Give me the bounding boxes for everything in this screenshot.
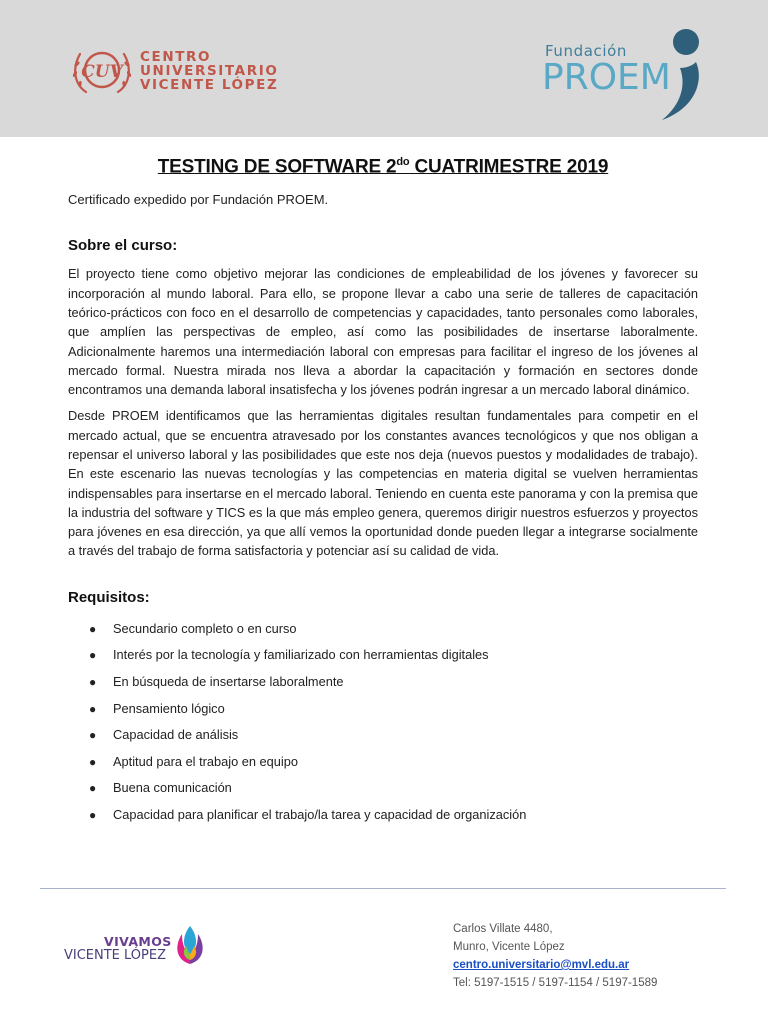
bullet-icon: ●: [89, 807, 97, 822]
bullet-icon: ●: [89, 674, 97, 689]
requirements-heading: Requisitos:: [68, 588, 150, 606]
phone-numbers: Tel: 5197-1515 / 5197-1154 / 5197-1589: [453, 977, 658, 989]
list-item: ● Capacidad de análisis: [68, 722, 698, 749]
bullet-icon: ●: [89, 701, 97, 716]
proem-fundacion-label: Fundación: [545, 42, 628, 60]
bullet-icon: ●: [89, 781, 97, 796]
cuvl-line2: UNIVERSITARIO: [140, 63, 279, 79]
vivamos-label: VIVAMOS: [104, 934, 172, 949]
about-paragraph-2: Desde PROEM identificamos que las herramientas digitales resultan fundamentales para competir en el mercado actual, que se encuentra atravesado por los constantes avances tecnológicos y que nos obligan a repensar el universo laboral y las posibilidades que este nos deja (nuevos puestos y modalidades de trabajo). En este escenario las nuevas tecnologías y las competencias en materia digital se vuelven herramientas indispensables para insertarse en el mercado laboral. Teniendo en cuenta este panorama y con la premisa que la industria del software y TICS es la que más empleo genera, queremos dirigir nuestros esfuerzos y proyectos para jóvenes en esa dirección, ya que allí vemos la oportunidad donde pueden llegar a integrarse socialmente a través del trabajo de forma satisfactoria y potenciar así su calidad de vida.: [68, 408, 698, 559]
laurel-emblem-icon: [70, 44, 134, 100]
flame-flower-icon: [170, 924, 210, 966]
address-city: Munro, Vicente López: [453, 941, 565, 953]
list-item: ● En búsqueda de insertarse laboralmente: [68, 669, 698, 696]
cuvl-line1: CENTRO: [140, 49, 212, 65]
proem-wordmark: PROEM: [542, 57, 671, 98]
fundacion-proem-logo: [540, 28, 710, 124]
document-body: [68, 150, 698, 829]
cuv-monogram: CUV: [81, 62, 123, 82]
bullet-icon: ●: [89, 621, 97, 636]
list-item: ● Aptitud para el trabajo en equipo: [68, 749, 698, 776]
bullet-icon: ●: [89, 648, 97, 663]
footer-divider: [40, 888, 726, 889]
list-item: ● Buena comunicación: [68, 775, 698, 802]
list-item: ● Pensamiento lógico: [68, 696, 698, 723]
list-item: ● Interés por la tecnología y familiarizado con herramientas digitales: [68, 642, 698, 669]
bullet-icon: ●: [89, 754, 97, 769]
vivamos-vicente-lopez-logo: [64, 920, 214, 970]
vicente-lopez-label: VICENTE LÓPEZ: [64, 948, 167, 963]
title-superscript: do: [396, 156, 410, 168]
about-paragraph-1: El proyecto tiene como objetivo mejorar las condiciones de empleabilidad de los jóvenes y favorecer su incorporación al mundo laboral. Para ello, se propone llevar a cabo una serie de talleres de capacitación teórico-prácticos con foco en el desarrollo de competencias y capacidades, tanto personales como laborales, que amplíen las perspectivas de empleo, así como las posibilidades de insertarse laboralmente. Adicionalmente haremos una intermediación laboral con empresas para facilitar el ingreso de los jóvenes al mercado formal. Nuestra mirada nos lleva a abordar la capacitación y formación en sectores donde encontramos una demanda laboral insatisfecha y los jóvenes podrán ingresar a un mercado laboral dinámico.: [68, 266, 698, 398]
page-header: [0, 0, 768, 137]
contact-info: [453, 920, 657, 992]
cuvl-wordmark: [140, 50, 278, 92]
list-item: ● Capacidad para planificar el trabajo/la tarea y capacidad de organización: [68, 802, 698, 829]
requirements-list: [68, 616, 698, 829]
list-item: ● Secundario completo o en curso: [68, 616, 698, 643]
certificate-note: Certificado expedido por Fundación PROEM.: [68, 192, 329, 208]
centro-universitario-logo: [70, 44, 279, 100]
email-link[interactable]: centro.universitario@mvl.edu.ar: [453, 959, 630, 971]
about-heading: Sobre el curso:: [68, 237, 178, 255]
bullet-icon: ●: [89, 728, 97, 743]
document-title: TESTING DE SOFTWARE $2^{do}$ CUATRIMESTRE 2019: [157, 156, 609, 178]
cuvl-line3: VICENTE LÓPEZ: [140, 77, 279, 93]
address-street: Carlos Villate 4480,: [453, 923, 553, 935]
person-figure-icon: [646, 28, 710, 124]
